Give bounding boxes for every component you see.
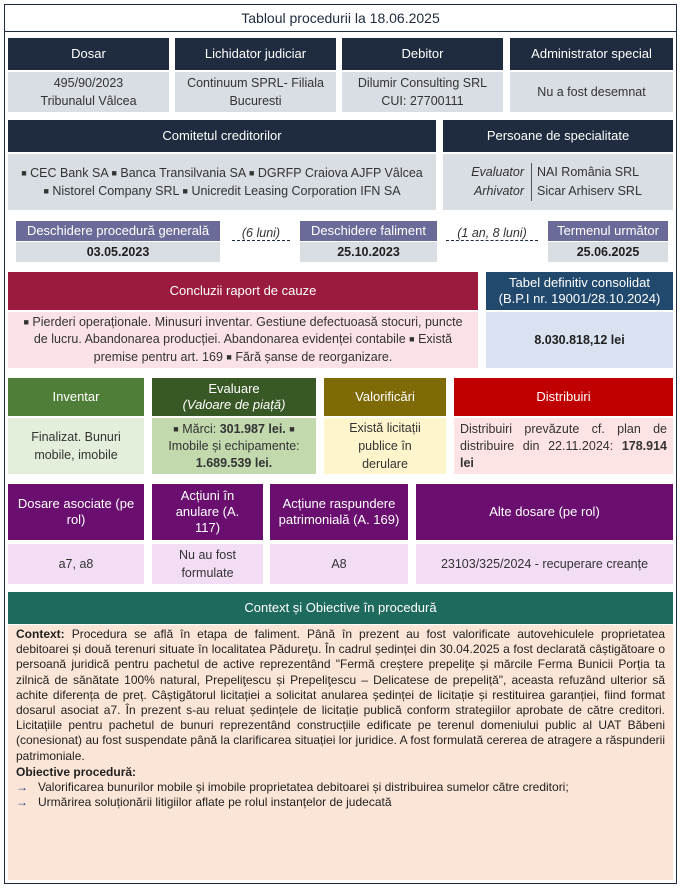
specialitate-header: Persoane de specialitate (443, 120, 673, 152)
cauze-body (8, 312, 478, 368)
deschidere-generala-date: 03.05.2023 (16, 242, 220, 262)
distribuiri-header: Distribuiri (454, 378, 673, 416)
specialitate-divider (531, 163, 532, 201)
actiune-raspundere-value: A8 (270, 544, 408, 584)
tabel-header (486, 272, 673, 310)
tabel-value: 8.030.818,12 lei (486, 312, 673, 368)
gap-duration-2: (1 an, 8 luni) (446, 222, 538, 241)
debitor-header: Debitor (342, 38, 503, 70)
dosar-number: 495/90/2023 (53, 76, 124, 90)
bullet-icon: ■ (43, 186, 49, 196)
bullet-icon: ■ (23, 316, 29, 327)
evaluare-label: Evaluare (208, 381, 260, 396)
debitor-value (342, 72, 503, 112)
objective-text: Valorificarea bunurilor mobile și imobile proprietatea debitoarei și distribuirea sumelor către creditori; (38, 779, 569, 794)
marci-value: 301.987 lei. (219, 421, 286, 436)
gap-duration-1: (6 luni) (232, 222, 290, 241)
termen-urmator-label: Termenul următor (548, 221, 668, 241)
cauze-item: Pierderi operaționale. Minusuri inventar. Gestiune defectuoasă stocuri, puncte de lucru. Abandonarea producției. Abandonarea evidenței contabile (32, 314, 463, 347)
debitor-cui: CUI: 27700111 (381, 94, 464, 108)
deschidere-faliment-date: 25.10.2023 (300, 242, 437, 262)
objective-text: Urmărirea soluționării litigiilor aflate pe rolul instanțelor de judecată (38, 794, 392, 809)
creditor-item: DGRFP Craiova AJFP Vâlcea (257, 166, 423, 180)
lichidator-line2: Bucuresti (229, 94, 282, 108)
debitor-name: Dilumir Consulting SRL (357, 76, 488, 90)
evaluare-sub: (Valoare de piață) (182, 397, 286, 412)
creditor-item: Banca Transilvania SA (120, 166, 246, 180)
evaluator-name: NAI România SRL (537, 165, 640, 179)
evaluare-body (152, 418, 316, 474)
deschidere-generala-label: Deschidere procedură generală (16, 221, 220, 241)
dosare-asociate-value: a7, a8 (8, 544, 144, 584)
lichidator-line1: Continuum SPRL- Filiala (187, 76, 324, 90)
lichidator-value (175, 72, 336, 112)
alte-dosare-value: 23103/325/2024 - recuperare creanțe (416, 544, 673, 584)
imobile-prefix: Imobile și echipamente: (168, 438, 300, 453)
creditor-item: CEC Bank SA (30, 166, 108, 180)
cauze-header: Concluzii raport de cauze (8, 272, 478, 310)
cauze-item: Există premise pentru art. 169 (93, 332, 453, 364)
distribuiri-text: Distribuiri prevăzute cf. plan de distribuire din 22.11.2024: (460, 421, 667, 453)
bullet-icon: ■ (226, 351, 232, 362)
bullet-icon: ■ (21, 168, 27, 178)
actiuni-anulare-value: Nu au fost formulate (152, 544, 263, 584)
valorificari-header: Valorificări (324, 378, 446, 416)
distribuiri-body (454, 418, 673, 474)
arrow-right-icon: → (16, 779, 28, 794)
specialist-roles (443, 163, 528, 201)
lichidator-header: Lichidator judiciar (175, 38, 336, 70)
bullet-icon: ■ (111, 168, 117, 178)
termen-urmator-date: 25.06.2025 (548, 242, 668, 262)
distribuiri-value: 178.914 lei (460, 438, 667, 470)
bullet-icon: ■ (173, 423, 179, 434)
marci-prefix: Mărci: (182, 421, 217, 436)
tabel-label: Tabel definitiv consolidat (509, 275, 650, 290)
imobile-value: 1.689.539 lei. (195, 455, 273, 470)
context-label: Context: (16, 627, 65, 641)
objectives-title: Obiective procedură: (16, 764, 137, 779)
bullet-icon: ■ (182, 186, 188, 196)
valorificari-value: Există licitații publice în derulare (324, 418, 446, 474)
actiuni-anulare-header: Acțiuni în anulare (A. 117) (152, 484, 263, 540)
administrator-value: Nu a fost desemnat (510, 72, 673, 112)
context-header: Context și Obiective în procedură (8, 592, 673, 624)
inventar-value: Finalizat. Bunuri mobile, imobile (8, 418, 144, 474)
objective-item (16, 780, 665, 795)
comitet-header: Comitetul creditorilor (8, 120, 436, 152)
dosar-value (8, 72, 169, 112)
cauze-item: Fără șanse de reorganizare. (235, 349, 393, 364)
context-body (8, 625, 673, 880)
specialitate-body (443, 154, 673, 210)
deschidere-faliment-label: Deschidere faliment (300, 221, 437, 241)
inventar-header: Inventar (8, 378, 144, 416)
objective-item (16, 795, 665, 810)
evaluator-role: Evaluator (471, 165, 524, 179)
arhivator-name: Sicar Arhiserv SRL (537, 184, 642, 198)
comitet-list (8, 154, 436, 210)
actiune-raspundere-header: Acțiune raspundere patrimonială (A. 169) (270, 484, 408, 540)
evaluare-header (152, 378, 316, 416)
alte-dosare-header: Alte dosare (pe rol) (416, 484, 673, 540)
specialist-names (537, 163, 671, 201)
bullet-icon: ■ (409, 334, 415, 345)
tabel-sub: (B.P.I nr. 19001/28.10.2024) (498, 291, 661, 306)
arrow-right-icon: → (16, 794, 28, 809)
creditor-item: Unicredit Leasing Corporation IFN SA (191, 184, 401, 198)
dosare-asociate-header: Dosare asociate (pe rol) (8, 484, 144, 540)
page-title: Tabloul procedurii la 18.06.2025 (4, 4, 677, 32)
dosar-header: Dosar (8, 38, 169, 70)
dosar-court: Tribunalul Vâlcea (40, 94, 137, 108)
administrator-header: Administrator special (510, 38, 673, 70)
bullet-icon: ■ (289, 423, 295, 434)
creditor-item: Nistorel Company SRL (52, 184, 180, 198)
context-text: Procedura se află în etapa de faliment. Până în prezent au fost valorificate autovehiculele proprietatea debitoarei și două terenuri situate în localitatea Pădureţu. În cadrul ședinței din 30.04.2025 a fost declarată câștigătoare o persoană juridică pentru pachetul de active reprezentând "Fermă creștere prepeliţe și mărcile Ferma Bunicii Porția ta zilnică de sănătate 100% natural, Prepeliţescu și Prepeliţescu – Delicatese de prepeliță", aceasta refuzând ulterior să achite diferența de preț. Câștigătorul licitației a solicitat anularea ședinței de licitație și restituirea garanției, fiind format dosarul asociat a7. În prezent s-au reluat ședințele de licitație publică conform strategiilor aprobate de către creditori. Licitațiile pentru pachetul de bunuri reprezentând construcțiile edificate pe terenul domeniului public al UAT Băbeni (conesionat) au fost suspendate până la clarificarea situației lor juridice. A fost formulată cererea de atragere a răspunderii patrimoniale. (16, 627, 665, 763)
arhivator-role: Arhivator (473, 184, 524, 198)
bullet-icon: ■ (248, 168, 255, 178)
context-paragraph (16, 627, 665, 764)
